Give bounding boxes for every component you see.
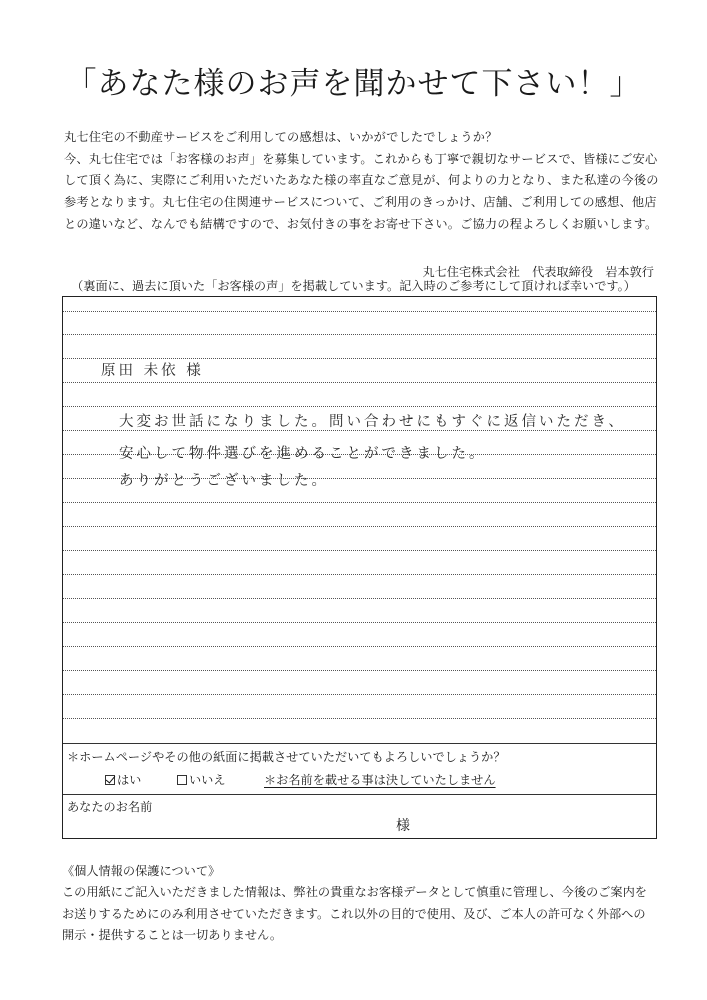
no-option[interactable]	[177, 771, 226, 788]
company-signature: 丸七住宅株式会社 代表取締役 岩本敦行	[422, 265, 654, 279]
ruled-line	[63, 526, 656, 527]
checkbox-icon[interactable]	[177, 775, 187, 785]
ruled-line	[63, 670, 656, 671]
intro-line: との違いなど、なんでも結構ですので、お気付きの事をお寄せ下さい。ご協力の程よろしくお願いします。	[64, 216, 658, 231]
reference-note: （裏面に、過去に頂いた「お客様の声」を掲載しています。記入時のご参考にして頂ければ幸いです。）	[71, 279, 636, 293]
name-honorific: 様	[396, 818, 410, 834]
ruled-line	[63, 694, 656, 695]
section-divider	[63, 794, 656, 795]
ruled-line	[63, 718, 656, 719]
ruled-line	[63, 550, 656, 551]
feedback-form	[62, 296, 657, 839]
intro-line: 丸七住宅の不動産サービスをご利用しての感想は、いかがでしたでしょうか？	[64, 130, 498, 144]
handwritten-line: 大変お世話になりました。問い合わせにもすぐに返信いただき、	[119, 414, 626, 430]
ruled-line	[63, 574, 656, 575]
privacy-line: 開示・提供することは一切ありません。	[62, 928, 283, 942]
intro-line: して頂く為に、実際にご利用いただいたあなた様の率直なご意見が、何よりの力となり、また私達の今後の	[64, 173, 659, 188]
ruled-line	[63, 598, 656, 599]
ruled-line	[63, 646, 656, 647]
name-field-label: あなたのお名前	[67, 800, 153, 814]
privacy-text	[62, 882, 662, 947]
section-divider	[63, 743, 656, 744]
ruled-line	[63, 406, 656, 407]
yes-option[interactable]	[105, 771, 141, 788]
privacy-line: この用紙にご記入いただきました情報は、弊社の貴重なお客様データとして慎重に管理し、今後のご案内を	[62, 885, 647, 899]
name-notice: ＊お名前を載せる事は決していたしません	[264, 773, 496, 787]
intro-line: 参考となります。丸七住宅の住関連サービスについて、ご利用のきっかけ、店舗、ご利用しての感想、他店	[64, 195, 657, 210]
yes-label: はい	[117, 773, 142, 787]
ruled-line	[63, 502, 656, 503]
privacy-line: お送りするためにのみ利用させていただきます。これ以外の目的で使用、及び、ご本人の許可なく外部への	[62, 906, 646, 921]
intro-line: 今、丸七住宅では「お客様のお声」を募集しています。これからも丁寧で親切なサービスで、皆様にご安心	[64, 151, 658, 166]
page-title: 「あなた様のお声を聞かせて下さい！」	[65, 66, 642, 102]
privacy-title: 《個人情報の保護について》	[62, 864, 221, 878]
intro-text	[64, 127, 659, 236]
handwritten-recipient: 原田 未依 様	[101, 363, 204, 379]
ruled-line	[63, 311, 656, 312]
ruled-line	[63, 622, 656, 623]
handwritten-line: 安心して物件選びを進めることができました。	[119, 446, 487, 462]
permission-question: ＊ホームページやその他の紙面に掲載させていただいてもよろしいでしょうか？	[67, 750, 506, 764]
checked-checkbox-icon[interactable]	[105, 775, 115, 785]
ruled-line	[63, 382, 656, 383]
no-label: いいえ	[189, 773, 226, 787]
handwritten-line: ありがとうございました。	[119, 473, 329, 489]
ruled-line	[63, 334, 656, 335]
